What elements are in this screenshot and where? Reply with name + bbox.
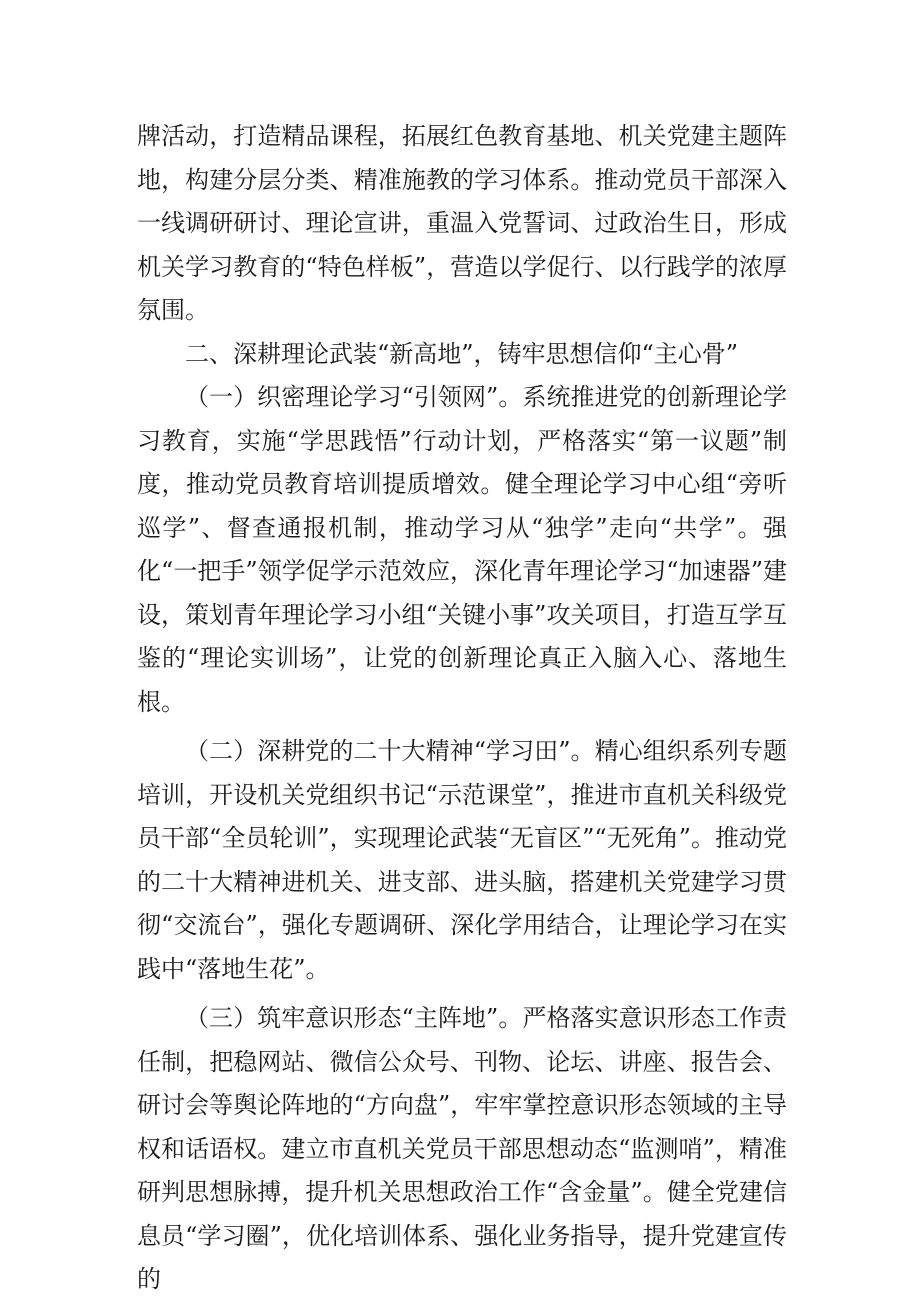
section-heading: 二、深耕理论武装“新高地”，铸牢思想信仰“主心骨”: [185, 339, 739, 368]
document-body: [137, 115, 787, 1302]
paragraph-twentieth-congress-spirit: （二）深耕党的二十大精神“学习田”。精心组织系列专题培训，开设机关党组织书记“示范课堂”，推进市直机关科级党员干部“全员轮训”，实现理论武装“无盲区”“无死角”。推动党的二十大精神进机关、进支部、进头脑，搭建机关党建学习贯彻“交流台”，强化专题调研、深化学用结合，让理论学习在实践中“落地生花”。: [137, 737, 787, 983]
paragraph-ideology-position: （三）筑牢意识形态“主阵地”。严格落实意识形态工作责任制，把稳网站、微信公众号、刊物、论坛、讲座、报告会、研讨会等舆论阵地的“方向盘”，牢牢掌控意识形态领域的主导权和话语权。建立市直机关党员干部思想动态“监测哨”，精准研判思想脉搏，提升机关思想政治工作“含金量”。健全党建信息员“学习圈”，优化培训体系、强化业务指导，提升党建宣传的: [137, 1004, 787, 1293]
paragraph-continuation: 牌活动，打造精品课程，拓展红色教育基地、机关党建主题阵地，构建分层分类、精准施教的学习体系。推动党员干部深入一线调研研讨、理论宣讲，重温入党誓词、过政治生日，形成机关学习教育的“特色样板”，营造以学促行、以行践学的浓厚氛围。: [137, 122, 787, 324]
paragraph-theory-study-network: （一）织密理论学习“引领网”。系统推进党的创新理论学习教育，实施“学思践悟”行动计划，严格落实“第一议题”制度，推动党员教育培训提质增效。健全理论学习中心组“旁听巡学”、督查通报机制，推动学习从“独学”走向“共学”。强化“一把手”领学促学示范效应，深化青年理论学习“加速器”建设，策划青年理论学习小组“关键小事”攻关项目，打造互学互鉴的“理论实训场”，让党的创新理论真正入脑入心、落地生根。: [137, 383, 787, 716]
